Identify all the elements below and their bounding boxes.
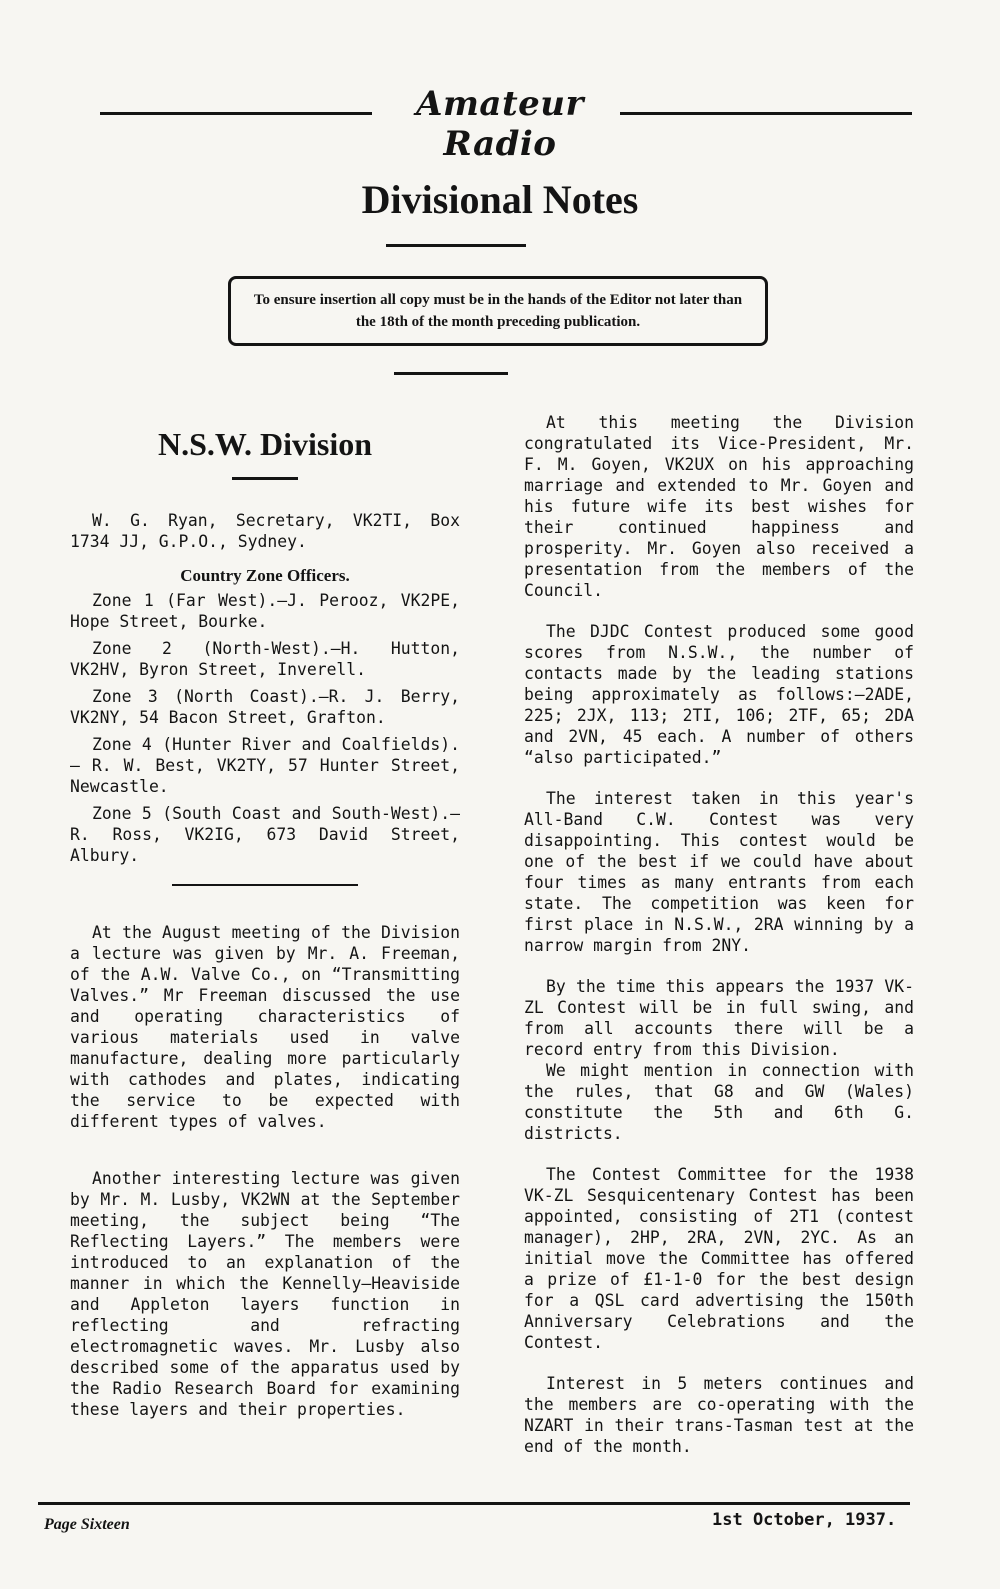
issue-date: 1st October, 1937. (712, 1510, 897, 1530)
masthead (100, 78, 912, 164)
title-rule (386, 244, 526, 247)
page-number: Page Sixteen (44, 1516, 130, 1533)
zone-1: Zone 1 (Far West).—J. Perooz, VK2PE, Hope Street, Bourke. (70, 591, 460, 631)
notice-rule (394, 372, 508, 375)
five-meters-paragraph: Interest in 5 meters continues and the members are co-operating with the NZART in their trans-Tasman test at the end of the month. (524, 1374, 914, 1456)
editor-notice-box (228, 276, 768, 346)
left-column (70, 412, 460, 1420)
footer-rule (38, 1502, 910, 1505)
page-title: Divisional Notes (361, 177, 639, 222)
masthead-logo: Amateur Radio (416, 84, 584, 164)
masthead-rule-right (620, 112, 912, 115)
masthead-rule-left (100, 112, 372, 115)
section-rule (172, 884, 358, 886)
vkzl-contest-paragraph: By the time this appears the 1937 VK-ZL Contest will be in full swing, and from all accounts there will be a record entry from this Division. (524, 977, 914, 1059)
editor-notice-text: To ensure insertion all copy must be in the hands of the Editor not later than the 18th of the month preceding publication. (253, 292, 743, 330)
zone-4: Zone 4 (Hunter River and Coalfields).— R. W. Best, VK2TY, 57 Hunter Street, Newcastle. (70, 735, 460, 796)
djdc-contest-paragraph: The DJDC Contest produced some good scores from N.S.W., the number of contacts made by the leading stations being approximately as follows:—2ADE, 225; 2JX, 113; 2TI, 106; 2TF, 65; 2DA and 2VN, 45 each. A number of others “also participated.” (524, 622, 914, 767)
congratulations-paragraph: At this meeting the Division congratulated its Vice-President, Mr. F. M. Goyen, VK2UX on his approaching marriage and extended to Mr. Goyen and his future wife its best wishes for their continued happiness and prosperity. Mr. Goyen also received a presentation from the members of the Council. (524, 413, 914, 600)
committee-paragraph: The Contest Committee for the 1938 VK-ZL Sesquicentenary Contest has been appointed, consisting of 2T1 (contest manager), 2HP, 2RA, 2VN, 2YC. As an initial move the Committee has offered a prize of £1-1-0 for the best design for a QSL card advertising the 150th Anniversary Celebrations and the Contest. (524, 1165, 914, 1352)
division-heading: N.S.W. Division (158, 426, 372, 462)
officers-heading: Country Zone Officers. (180, 566, 350, 585)
zone-3: Zone 3 (North Coast).—R. J. Berry, VK2NY, 54 Bacon Street, Grafton. (70, 687, 460, 727)
right-column (524, 412, 914, 1457)
september-lecture-paragraph: Another interesting lecture was given by Mr. M. Lusby, VK2WN at the September meeting, the subject being “The Reflecting Layers.” The members were introduced to an explanation of the manner in which the Kennelly—Heaviside and Appleton layers function in reflecting and refracting electromagnetic waves. Mr. Lusby also described some of the apparatus used by the Radio Research Board for examining these layers and their properties. (70, 1169, 460, 1419)
august-meeting-paragraph: At the August meeting of the Division a lecture was given by Mr. A. Freeman, of the A.W. Valve Co., on “Transmitting Valves.” Mr Freeman discussed the use and operating characteristics of various materials used in valve manufacture, dealing more particularly with cathodes and plates, indicating the service to be expected with different types of valves. (70, 923, 460, 1131)
zone-5: Zone 5 (South Coast and South-West).—R. Ross, VK2IG, 673 David Street, Albury. (70, 804, 460, 865)
division-rule (232, 477, 298, 480)
allband-contest-paragraph: The interest taken in this year's All-Band C.W. Contest was very disappointing. This contest would be one of the best if we could have about four times as many entrants from each state. The competition was keen for first place in N.S.W., 2RA winning by a narrow margin from 2NY. (524, 789, 914, 955)
zone-2: Zone 2 (North-West).—H. Hutton, VK2HV, Byron Street, Inverell. (70, 639, 460, 679)
rules-paragraph: We might mention in connection with the rules, that G8 and GW (Wales) constitute the 5th and 6th G. districts. (524, 1061, 914, 1143)
secretary-address: W. G. Ryan, Secretary, VK2TI, Box 1734 JJ, G.P.O., Sydney. (70, 511, 460, 551)
